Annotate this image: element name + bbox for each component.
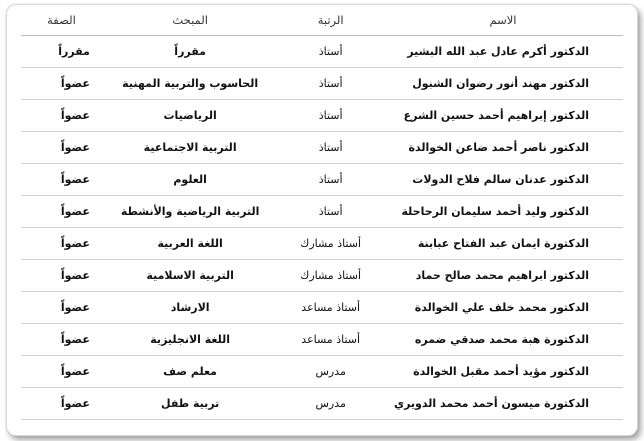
cell-name: الدكتور عدنان سالم فلاح الدولات: [383, 164, 623, 196]
cell-subject: اللغة الانجليزية: [102, 324, 279, 356]
cell-role: عضواً: [21, 260, 102, 292]
table-row: [21, 196, 623, 228]
table-row: [21, 100, 623, 132]
cell-subject: التربية الرياضية والأنشطة: [102, 196, 279, 228]
table-row: [21, 164, 623, 196]
table-row: [21, 260, 623, 292]
cell-rank: أستاذ: [278, 196, 383, 228]
table-header-row: [21, 5, 623, 36]
cell-role: عضواً: [21, 196, 102, 228]
cell-role: عضواً: [21, 228, 102, 260]
cell-subject: التربية الاسلامية: [102, 260, 279, 292]
cell-rank: أستاذ مشارك: [278, 260, 383, 292]
cell-rank: أستاذ: [278, 36, 383, 68]
cell-role: عضواً: [21, 356, 102, 388]
cell-name: الدكتور وليد أحمد سليمان الرحاحلة: [383, 196, 623, 228]
cell-name: الدكتور ابراهيم محمد صالح حماد: [383, 260, 623, 292]
cell-subject: التربية الاجتماعية: [102, 132, 279, 164]
table-row: [21, 324, 623, 356]
cell-name: الدكتور أكرم عادل عبد الله البشير: [383, 36, 623, 68]
cell-subject: الارشاد: [102, 292, 279, 324]
table-row: [21, 356, 623, 388]
cell-subject: اللغة العربية: [102, 228, 279, 260]
cell-name: الدكتورة ميسون أحمد محمد الدويري: [383, 388, 623, 420]
cell-name: الدكتور إبراهيم أحمد حسين الشرع: [383, 100, 623, 132]
cell-name: الدكتور مؤيد أحمد مقبل الخوالدة: [383, 356, 623, 388]
committee-table: [21, 5, 623, 420]
cell-role: عضواً: [21, 132, 102, 164]
cell-rank: مدرس: [278, 388, 383, 420]
header-name: الاسم: [383, 5, 623, 36]
cell-rank: مدرس: [278, 356, 383, 388]
cell-role: عضواً: [21, 100, 102, 132]
cell-role: عضواً: [21, 324, 102, 356]
cell-role: عضواً: [21, 388, 102, 420]
cell-subject: العلوم: [102, 164, 279, 196]
table-row: [21, 292, 623, 324]
cell-rank: أستاذ: [278, 100, 383, 132]
cell-rank: أستاذ: [278, 68, 383, 100]
cell-name: الدكتور مهند أنور رضوان الشبول: [383, 68, 623, 100]
cell-name: الدكتورة ايمان عبد الفتاح عبابنة: [383, 228, 623, 260]
table-row: [21, 388, 623, 420]
cell-rank: أستاذ: [278, 132, 383, 164]
cell-subject: الرياضيات: [102, 100, 279, 132]
cell-subject: مقرراً: [102, 36, 279, 68]
table-row: [21, 68, 623, 100]
header-role: الصفة: [21, 5, 102, 36]
header-rank: الرتبة: [278, 5, 383, 36]
cell-name: الدكتور محمد خلف علي الخوالدة: [383, 292, 623, 324]
table-row: [21, 36, 623, 68]
cell-rank: أستاذ مشارك: [278, 228, 383, 260]
cell-rank: أستاذ مساعد: [278, 292, 383, 324]
cell-name: الدكتورة هبة محمد صدقي ضمره: [383, 324, 623, 356]
cell-name: الدكتور ناصر أحمد ضاعن الخوالدة: [383, 132, 623, 164]
cell-role: عضواً: [21, 68, 102, 100]
cell-rank: أستاذ مساعد: [278, 324, 383, 356]
cell-rank: أستاذ: [278, 164, 383, 196]
header-subject: المبحث: [102, 5, 279, 36]
cell-role: مقرراً: [21, 36, 102, 68]
cell-subject: الحاسوب والتربية المهنية: [102, 68, 279, 100]
table-row: [21, 132, 623, 164]
table-frame: [6, 4, 638, 436]
cell-role: عضواً: [21, 164, 102, 196]
cell-subject: تربية طفل: [102, 388, 279, 420]
cell-subject: معلم صف: [102, 356, 279, 388]
table-row: [21, 228, 623, 260]
cell-role: عضواً: [21, 292, 102, 324]
